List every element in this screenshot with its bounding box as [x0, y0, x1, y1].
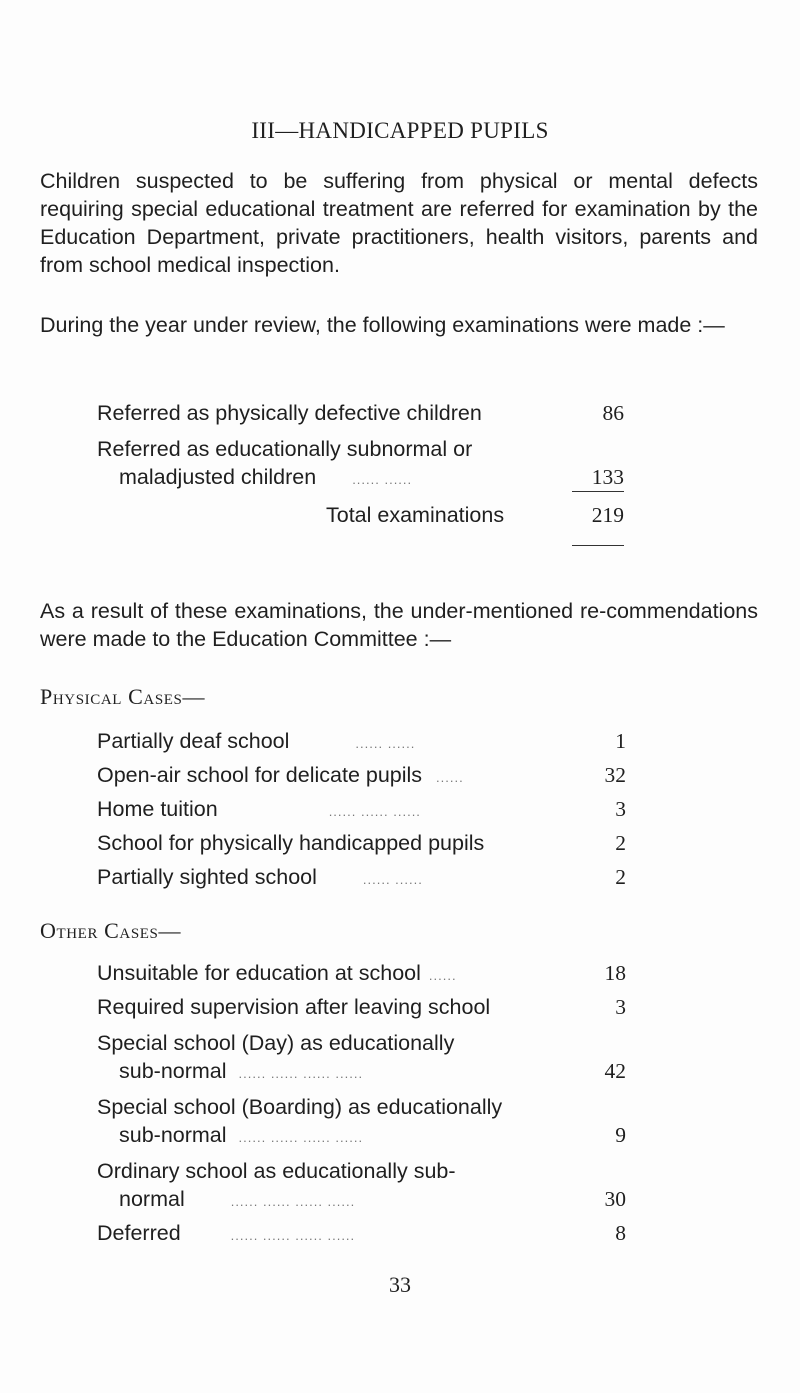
- physical-case-value: 2: [615, 831, 626, 855]
- other-case-label-line1: Special school (Boarding) as educationally: [97, 1095, 503, 1119]
- physical-case-label: Open-air school for delicate pupils: [97, 763, 423, 787]
- physical-case-row: [97, 863, 423, 894]
- other-case-label: sub-normal: [119, 1059, 227, 1083]
- leader-dots: ...... ......: [355, 736, 416, 751]
- physical-cases-heading: Physical Cases—: [40, 684, 206, 709]
- other-case-label: Unsuitable for education at school: [97, 961, 421, 985]
- sum-rule-top: [572, 491, 624, 492]
- exam-total-value: 219: [591, 503, 624, 527]
- physical-case-label: Partially deaf school: [97, 729, 290, 753]
- leader-dots: ...... ......: [352, 472, 413, 487]
- physical-case-label: Home tuition: [97, 797, 218, 821]
- physical-case-label: Partially sighted school: [97, 865, 317, 889]
- other-case-value: 42: [604, 1059, 626, 1083]
- exam-physically-defective-label: Referred as physically defective children: [97, 401, 482, 425]
- physical-case-value: 32: [604, 763, 626, 787]
- other-case-label-line1: Ordinary school as educationally sub-: [97, 1159, 456, 1183]
- physical-case-label: School for physically handicapped pupils: [97, 831, 485, 855]
- other-case-row: [119, 1185, 355, 1216]
- other-case-value: 9: [615, 1123, 626, 1147]
- exam-subnormal-label-text: maladjusted children: [119, 465, 317, 489]
- recommendations-paragraph: As a result of these examinations, the under-mentioned re-commendations were made to the Education Committee :—: [40, 599, 758, 651]
- leader-dots: ...... ...... ...... ......: [230, 1194, 356, 1209]
- other-case-value: 8: [615, 1221, 626, 1245]
- leader-dots: ...... ...... ...... ......: [230, 1228, 356, 1243]
- examinations-intro-paragraph: During the year under review, the following examinations were made :—: [40, 313, 725, 337]
- physical-case-value: 3: [615, 797, 626, 821]
- leader-dots: ...... ...... ...... ......: [238, 1130, 364, 1145]
- physical-case-row: [97, 761, 464, 792]
- exam-subnormal-label-line2: [119, 463, 412, 494]
- other-case-row: [97, 993, 490, 1021]
- sum-rule-bottom: [572, 545, 624, 546]
- other-case-label: normal: [119, 1187, 185, 1211]
- section-title: III—HANDICAPPED PUPILS: [251, 118, 549, 143]
- other-case-value: 3: [615, 995, 626, 1019]
- other-case-label: Required supervision after leaving school: [97, 995, 491, 1019]
- physical-case-value: 1: [615, 729, 626, 753]
- other-case-row: [119, 1057, 363, 1088]
- other-cases-heading: Other Cases—: [40, 918, 182, 943]
- other-case-row: [119, 1121, 363, 1152]
- physical-case-row: [97, 727, 415, 758]
- other-case-label: sub-normal: [119, 1123, 227, 1147]
- exam-subnormal-label-line1: Referred as educationally subnormal or: [97, 437, 473, 461]
- other-case-row: [97, 959, 457, 990]
- other-case-label: Deferred: [97, 1221, 181, 1245]
- exam-total-label: Total examinations: [326, 503, 505, 527]
- leader-dots: ...... ...... ...... ......: [238, 1066, 364, 1081]
- other-case-value: 30: [604, 1187, 626, 1211]
- physical-case-row: [97, 795, 421, 826]
- leader-dots: ...... ......: [362, 872, 423, 887]
- other-case-value: 18: [604, 961, 626, 985]
- physical-case-row: [97, 829, 484, 857]
- other-case-label-line1: Special school (Day) as educationally: [97, 1031, 455, 1055]
- intro-paragraph: Children suspected to be suffering from physical or mental defects requiring special educational treatment are referred for examination by the Education Department, private practitioners, health visitors, parents and from school medical inspection.: [40, 169, 758, 277]
- exam-physically-defective-value: 86: [602, 401, 624, 425]
- other-case-row: [97, 1219, 355, 1250]
- page-number: 33: [389, 1272, 411, 1297]
- leader-dots: ......: [436, 770, 464, 785]
- exam-subnormal-value: 133: [591, 465, 624, 489]
- physical-case-value: 2: [615, 865, 626, 889]
- leader-dots: ...... ...... ......: [328, 804, 421, 819]
- leader-dots: ......: [428, 968, 457, 983]
